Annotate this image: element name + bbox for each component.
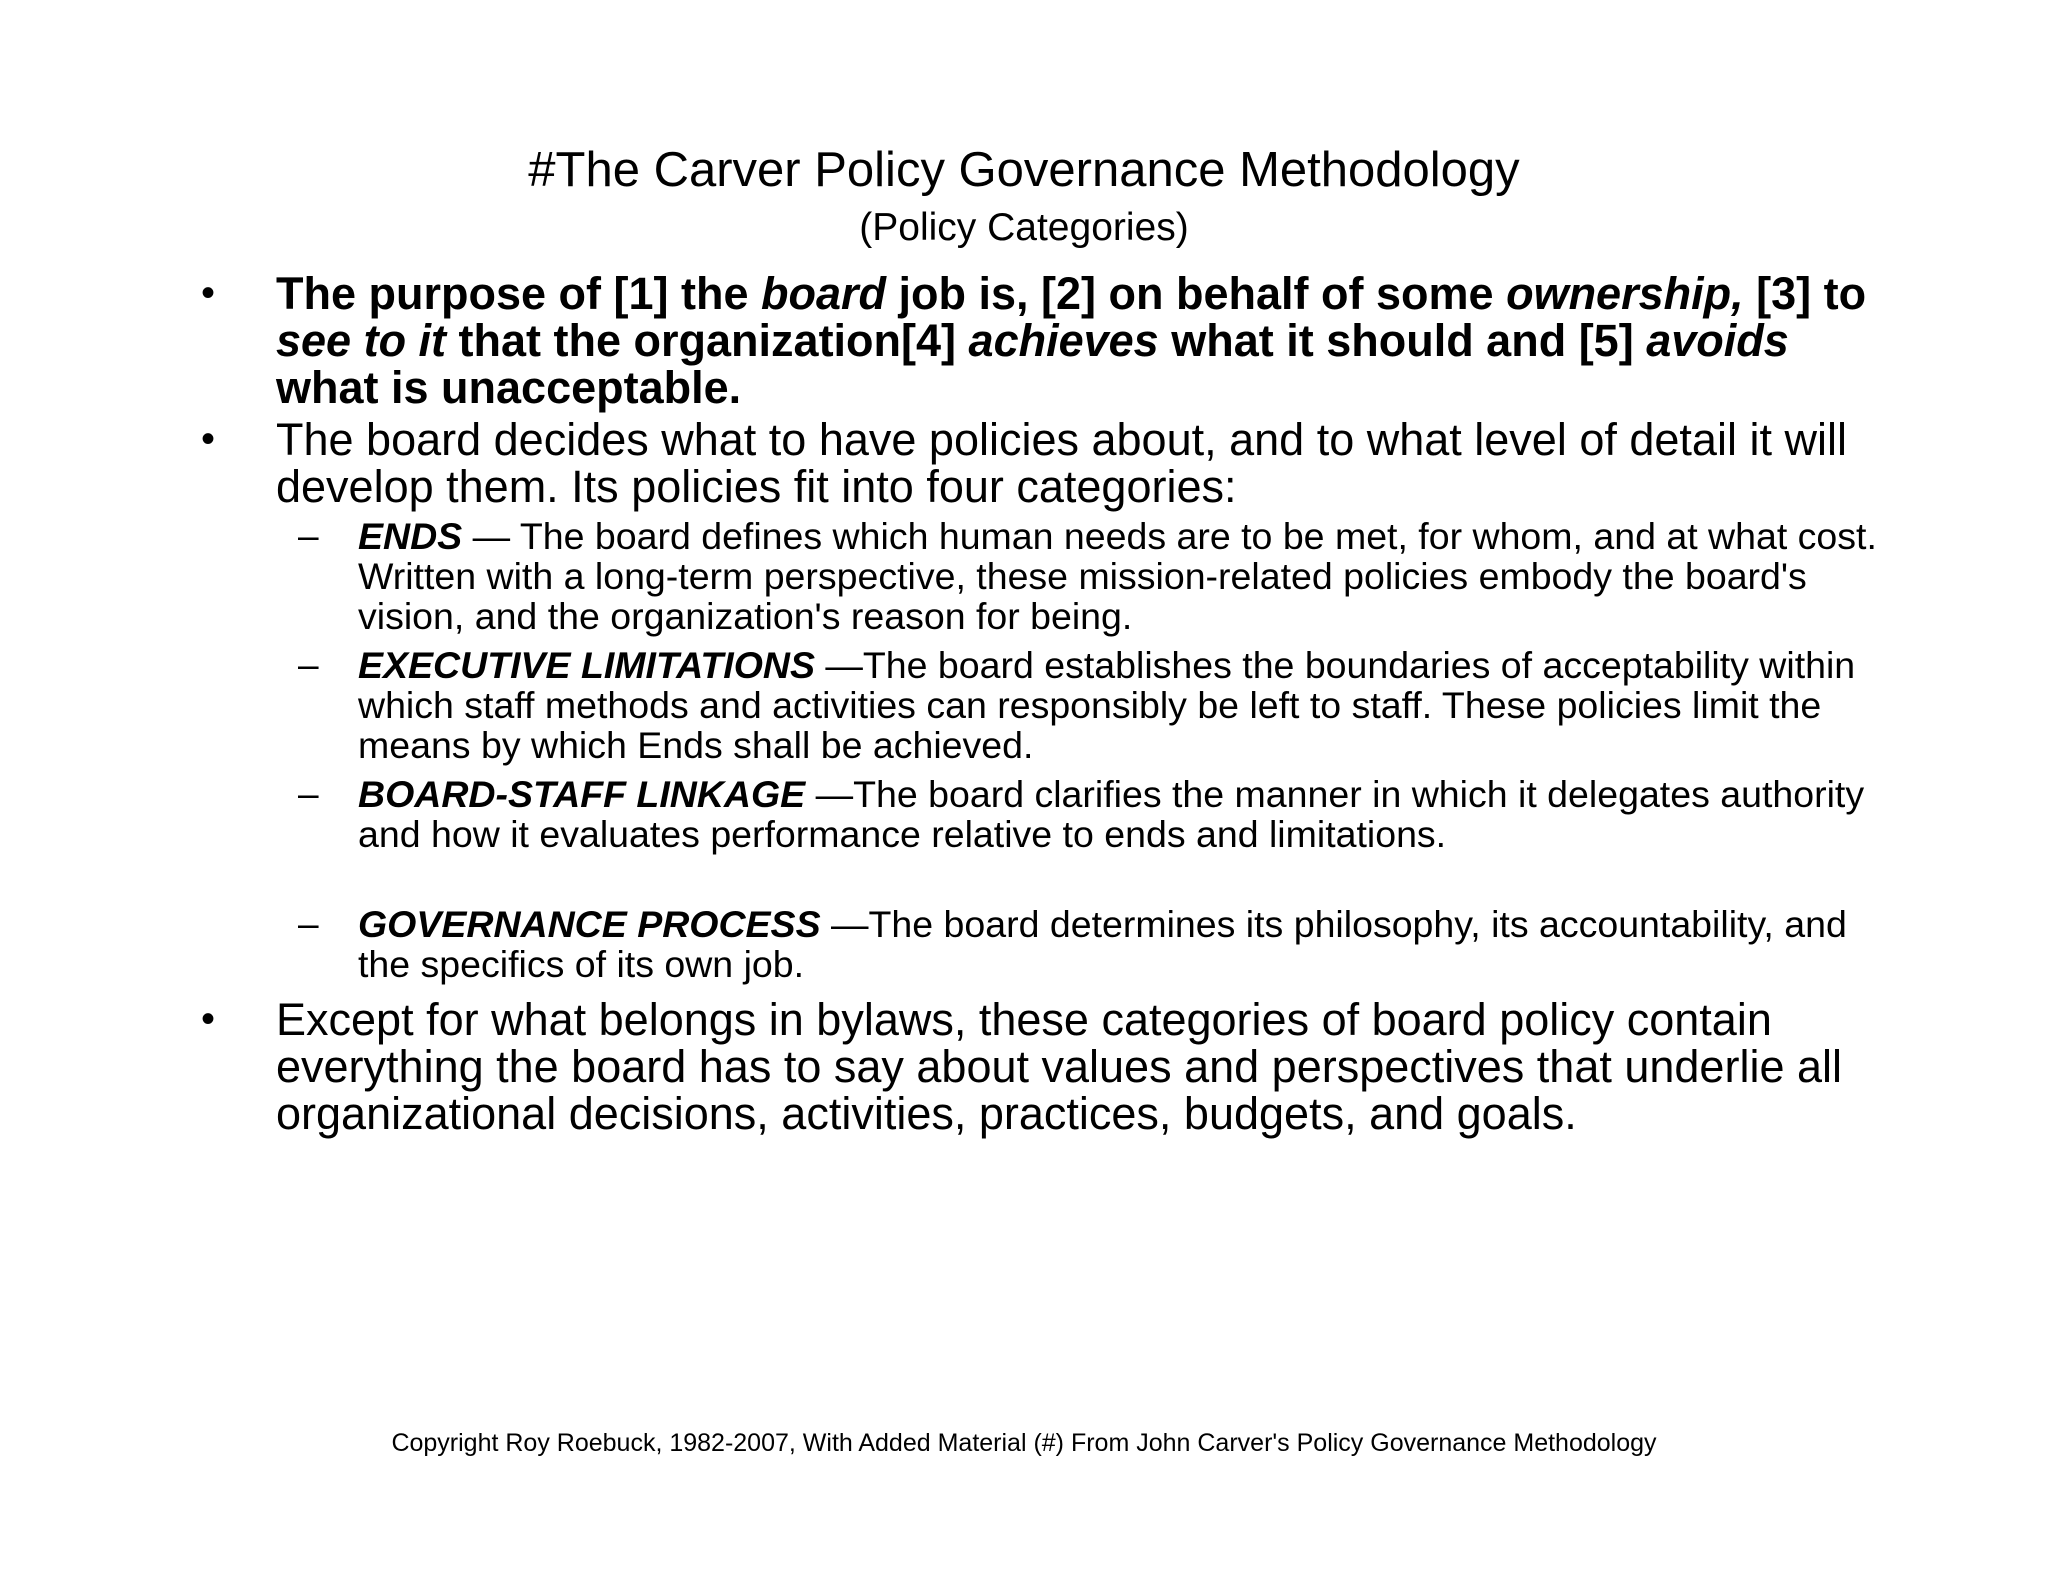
slide-subtitle: (Policy Categories) (859, 206, 1189, 249)
category-ends-text (358, 516, 1878, 636)
category-term: EXECUTIVE LIMITATIONS (358, 644, 815, 686)
bullet-marker: • (201, 271, 216, 315)
category-description: —The board establishes the boundaries of acceptability within which staff methods and activities can responsibly be left to staff. These policies limit the means by which Ends shall be achieved. (358, 644, 1856, 766)
category-governance-process-text (358, 904, 1878, 984)
category-description: —The board clarifies the manner in which it delegates authority and how it evaluates performance relative to ends and limitations. (358, 773, 1865, 855)
bullet-purpose-text: The purpose of [1] the board job is, [2] on behalf of some ownership, [3] to see to it that the organization[4] achieves what it should and [5] avoids what is unacceptable. (276, 268, 1867, 413)
category-board-staff-linkage-text (358, 774, 1878, 854)
category-description: —The board determines its philosophy, its accountability, and the specifics of its own job. (358, 903, 1847, 985)
copyright-footer: Copyright Roy Roebuck, 1982-2007, With Added Material (#) From John Carver's Policy Governance Methodology (391, 1429, 1657, 1457)
bullet-bylaws-text: Except for what belongs in bylaws, these categories of board policy contain everything the board has to say about values and perspectives that underlie all organizational decisions, activities, practices, budgets, and goals. (276, 994, 1842, 1139)
bullet-marker: • (201, 997, 216, 1041)
sub-marker: – (298, 773, 319, 814)
category-term: BOARD-STAFF LINKAGE (358, 773, 806, 815)
category-term: GOVERNANCE PROCESS (358, 903, 821, 945)
sub-marker: – (298, 903, 319, 944)
slide-title: #The Carver Policy Governance Methodology (528, 143, 1520, 197)
sub-marker: – (298, 644, 319, 685)
sub-marker: – (298, 515, 319, 556)
bullet-policies-text: The board decides what to have policies about, and to what level of detail it will develop them. Its policies fit into four categories: (276, 414, 1847, 512)
category-term: ENDS (358, 515, 463, 557)
bullet-marker: • (201, 417, 216, 461)
category-executive-limitations-text (358, 645, 1878, 765)
category-description: — The board defines which human needs are to be met, for whom, and at what cost. Written with a long-term perspective, these mission-related policies embody the board's vision, and the organization's reason for being. (358, 515, 1877, 637)
